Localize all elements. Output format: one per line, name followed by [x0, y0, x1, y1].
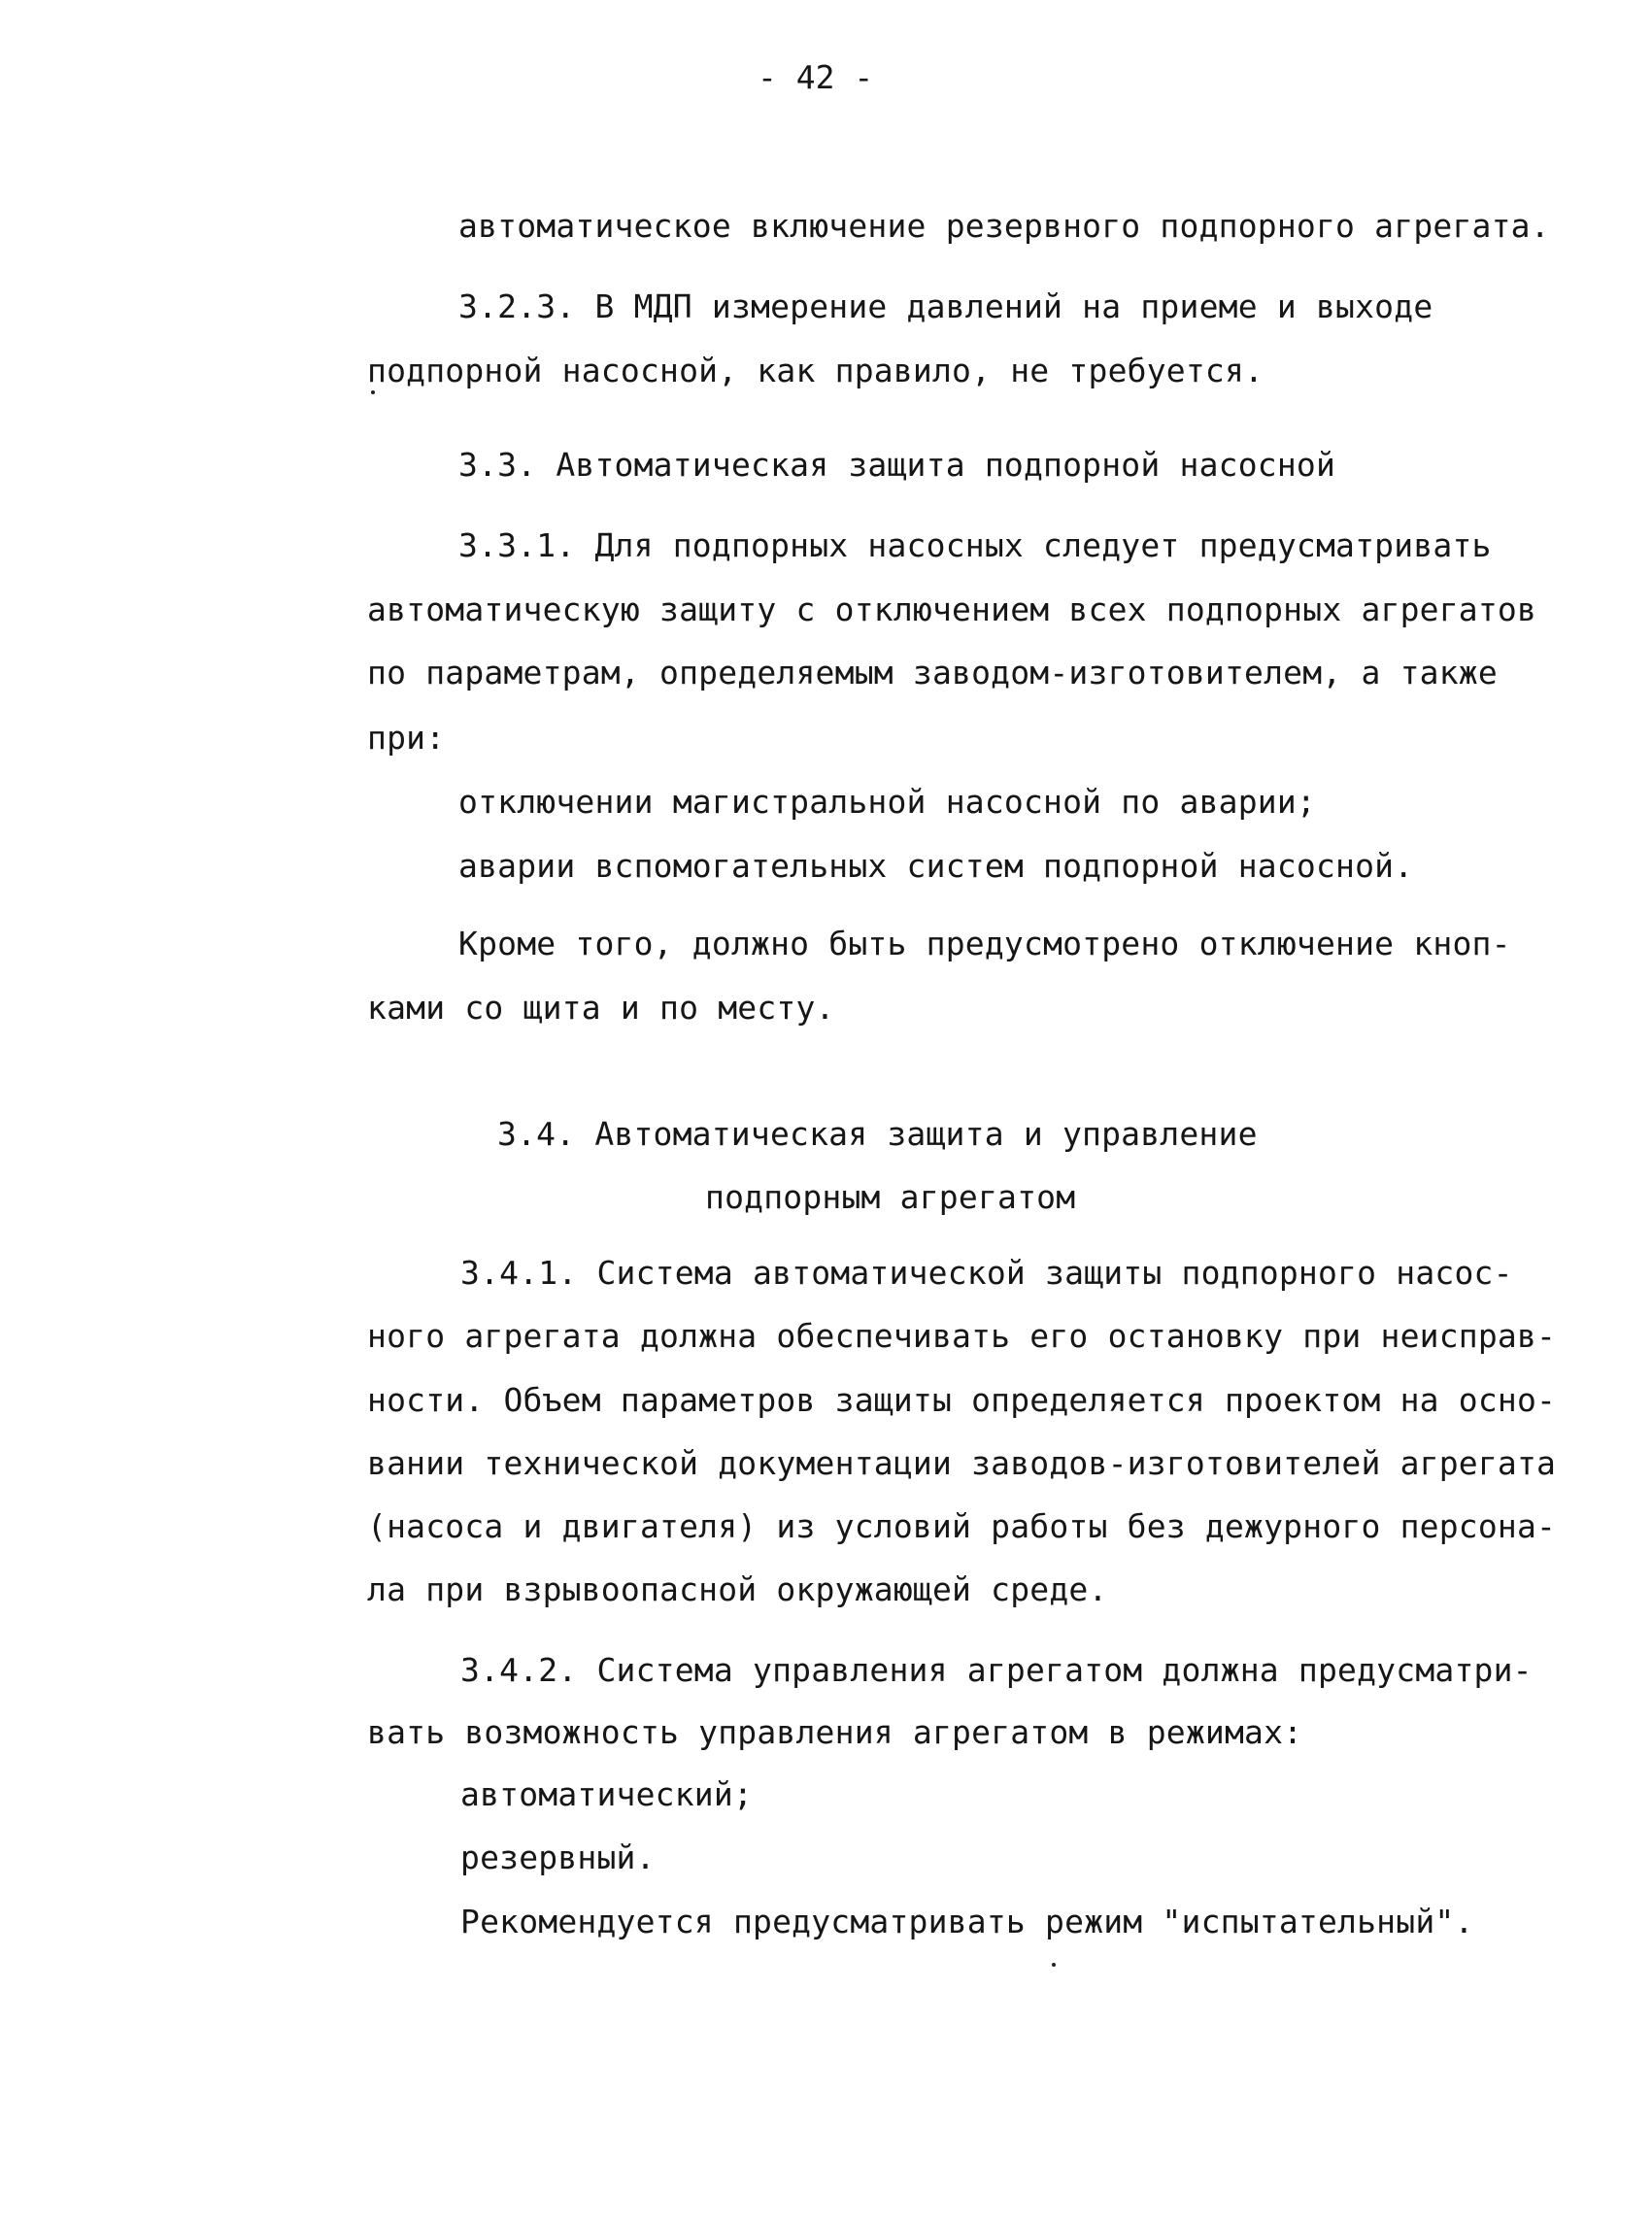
text-line: ности. Объем параметров защиты определяется проектом на осно- — [367, 1381, 1557, 1419]
text-line: (насоса и двигателя) из условий работы без дежурного персона- — [367, 1507, 1557, 1545]
text-line: 3.3.1. Для подпорных насосных следует предусматривать — [458, 526, 1492, 564]
list-item: автоматический; — [460, 1775, 754, 1813]
list-item: резервный. — [460, 1838, 656, 1876]
text-line: 3.2.3. В МДП измерение давлений на приеме и выходе — [458, 287, 1433, 325]
text-line: Кроме того, должно быть предусмотрено отключение кноп- — [458, 925, 1511, 962]
list-item: отключении магистральной насосной по аварии; — [458, 783, 1316, 821]
text-line: подпорной насосной, как правило, не требуется. — [367, 352, 1264, 389]
text-line: по параметрам, определяемым заводом-изготовителем, а также — [367, 654, 1498, 691]
text-line: 3.4.2. Система управления агрегатом должна предусматри- — [460, 1651, 1533, 1689]
text-line: вать возможность управления агрегатом в режимах: — [367, 1713, 1303, 1751]
text-line: 3.4.1. Система автоматической защиты подпорного насос- — [460, 1254, 1513, 1292]
text-line: ла при взрывоопасной окружающей среде. — [367, 1570, 1108, 1608]
section-heading-3-4-continued: подпорным агрегатом — [705, 1178, 1076, 1216]
text-line: вании технической документации заводов-изготовителей агрегата — [367, 1444, 1557, 1482]
text-line: при: — [367, 719, 446, 757]
text-line: автоматическую защиту с отключением всех подпорных агрегатов — [367, 590, 1537, 628]
page-number: - 42 - — [758, 58, 874, 96]
scan-speck — [1052, 1963, 1056, 1967]
text-line: Рекомендуется предусматривать режим "испытательный". — [460, 1903, 1474, 1940]
section-heading-3-3: 3.3. Автоматическая защита подпорной насосной — [458, 446, 1336, 484]
text-line: ного агрегата должна обеспечивать его остановку при неисправ- — [367, 1317, 1557, 1355]
section-heading-3-4: 3.4. Автоматическая защита и управление — [497, 1115, 1258, 1153]
text-line: ками со щита и по месту. — [367, 989, 835, 1027]
text-line: автоматическое включение резервного подпорного агрегата. — [458, 207, 1550, 245]
scan-speck — [371, 390, 375, 394]
list-item: аварии вспомогательных систем подпорной насосной. — [458, 847, 1414, 885]
